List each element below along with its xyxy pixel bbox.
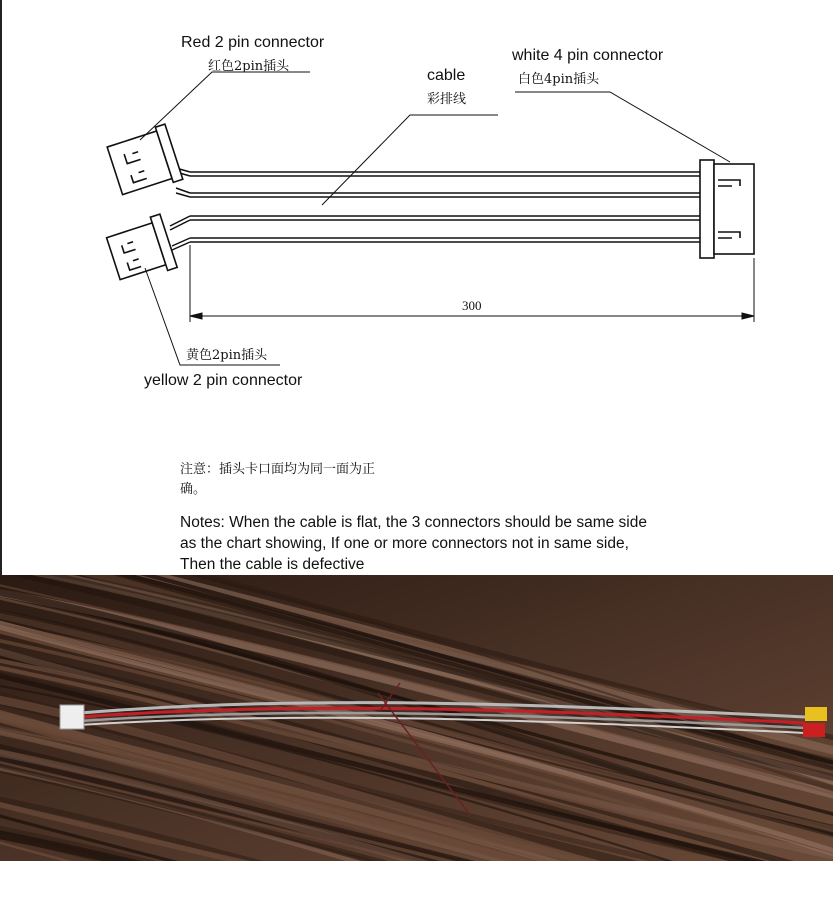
- cable-leader: [322, 115, 498, 205]
- cable-photo-drawing: [0, 575, 833, 861]
- yellow-connector-drawing: [105, 214, 177, 285]
- yellow-connector-label: yellow 2 pin connector: [144, 372, 303, 389]
- photo-white-connector: [60, 705, 84, 729]
- photo-red-connector: [803, 723, 825, 737]
- photo-yellow-connector: [805, 707, 827, 721]
- cable-label-zh: 彩排线: [427, 92, 467, 107]
- white-leader: [515, 92, 730, 162]
- wire-bundle: [170, 168, 700, 250]
- cable-label: cable: [427, 67, 466, 84]
- red-connector-label-zh: 红色2pin插头: [208, 59, 290, 74]
- cable-photo: [0, 575, 833, 861]
- white-connector-label: white 4 pin connector: [512, 47, 664, 64]
- leader-lines: [140, 72, 730, 365]
- notes-english: Notes: When the cable is flat, the 3 connectors should be same side as the chart showing, If one or more connectors not in same side, Then the cable is defective: [180, 514, 647, 573]
- red-connector-label: Red 2 pin connector: [181, 34, 325, 51]
- notes-chinese: 注意：插头卡口面均为同一面为正确。: [180, 462, 376, 497]
- white-connector-drawing: [700, 160, 754, 258]
- yellow-connector-label-zh: 黄色2pin插头: [186, 348, 268, 363]
- dimension-value: 300: [462, 298, 482, 313]
- white-connector-label-zh: 白色4pin插头: [518, 72, 600, 87]
